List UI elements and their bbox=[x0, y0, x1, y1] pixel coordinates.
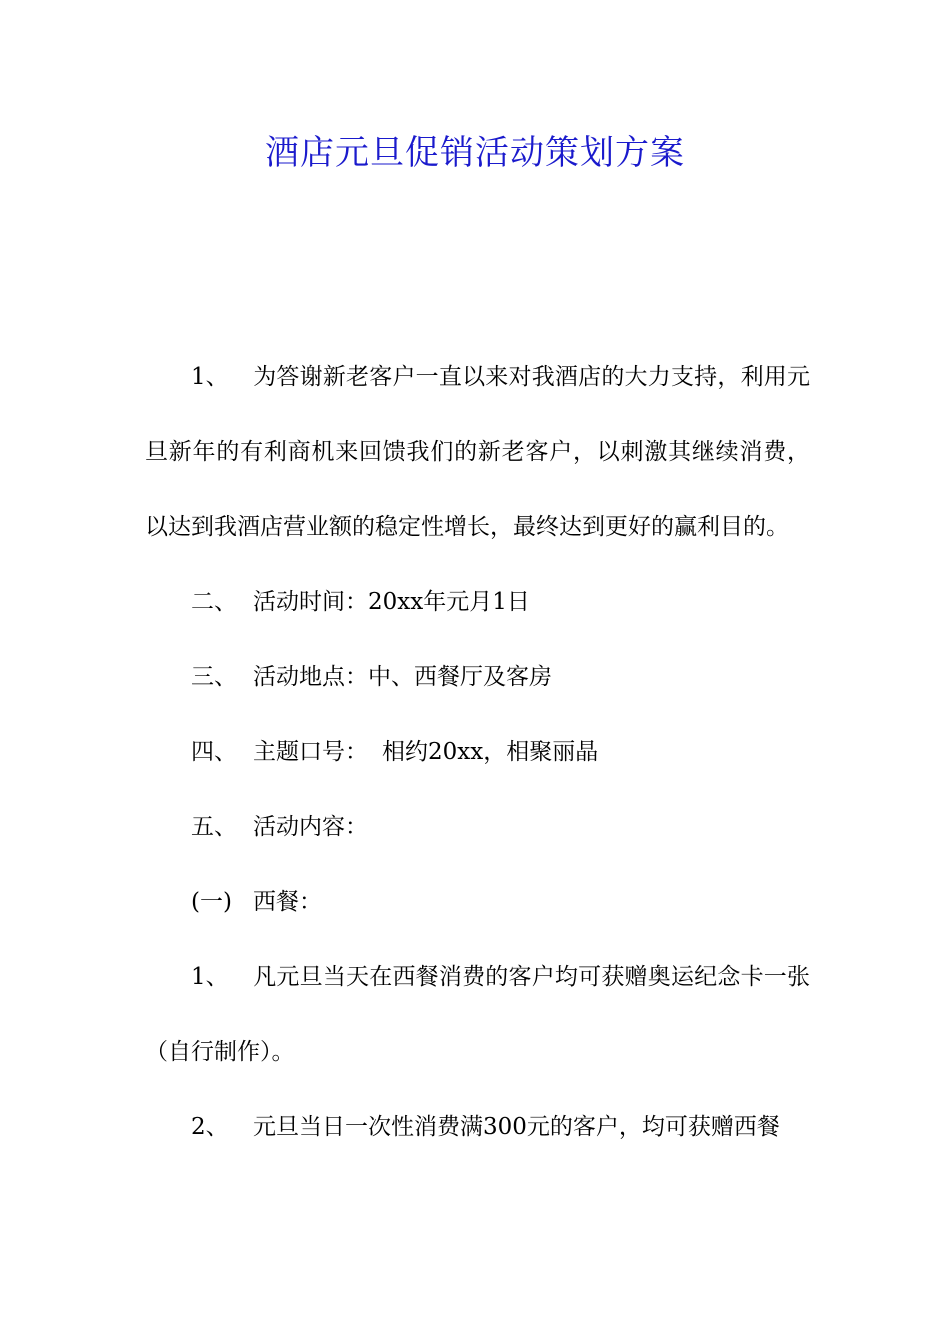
paragraph-western-item-2 bbox=[145, 1090, 810, 1165]
paragraph-number: 1、 bbox=[191, 964, 229, 990]
paragraph-number: 三、 bbox=[191, 664, 237, 690]
paragraph-text: 活动时间：20xx年元月1日 bbox=[253, 589, 530, 615]
paragraph-western-heading bbox=[145, 865, 810, 940]
paragraph-text: 活动地点：中、西餐厅及客房 bbox=[253, 664, 552, 690]
paragraph-number: 五、 bbox=[191, 814, 237, 840]
document-title: 酒店元旦促销活动策划方案 bbox=[265, 133, 685, 173]
paragraph-text: 凡元旦当天在西餐消费的客户均可获赠奥运纪念卡一张（自行制作）。 bbox=[145, 964, 810, 1065]
paragraph-western-item-1 bbox=[145, 940, 810, 1090]
paragraph-number: (一) bbox=[191, 889, 232, 915]
paragraph-slogan bbox=[145, 715, 810, 790]
slogan-text: 相约20xx，相聚丽晶 bbox=[382, 739, 599, 765]
paragraph-text: 主题口号： bbox=[253, 739, 368, 765]
paragraph-number: 2、 bbox=[191, 1114, 229, 1140]
paragraph-content-heading bbox=[145, 790, 810, 865]
document-body bbox=[145, 340, 810, 1165]
paragraph-number: 四、 bbox=[191, 739, 237, 765]
paragraph-number: 二、 bbox=[191, 589, 237, 615]
paragraph-location bbox=[145, 640, 810, 715]
paragraph-text: 西餐： bbox=[253, 889, 322, 915]
paragraph-purpose bbox=[145, 340, 810, 565]
paragraph-text: 元旦当日一次性消费满300元的客户，均可获赠西餐 bbox=[253, 1114, 780, 1140]
paragraph-time bbox=[145, 565, 810, 640]
paragraph-text: 活动内容： bbox=[253, 814, 368, 840]
paragraph-number: 1、 bbox=[191, 364, 229, 390]
paragraph-text: 为答谢新老客户一直以来对我酒店的大力支持，利用元旦新年的有利商机来回馈我们的新老客户，以刺激其继续消费，以达到我酒店营业额的稳定性增长，最终达到更好的赢利目的。 bbox=[145, 364, 810, 540]
